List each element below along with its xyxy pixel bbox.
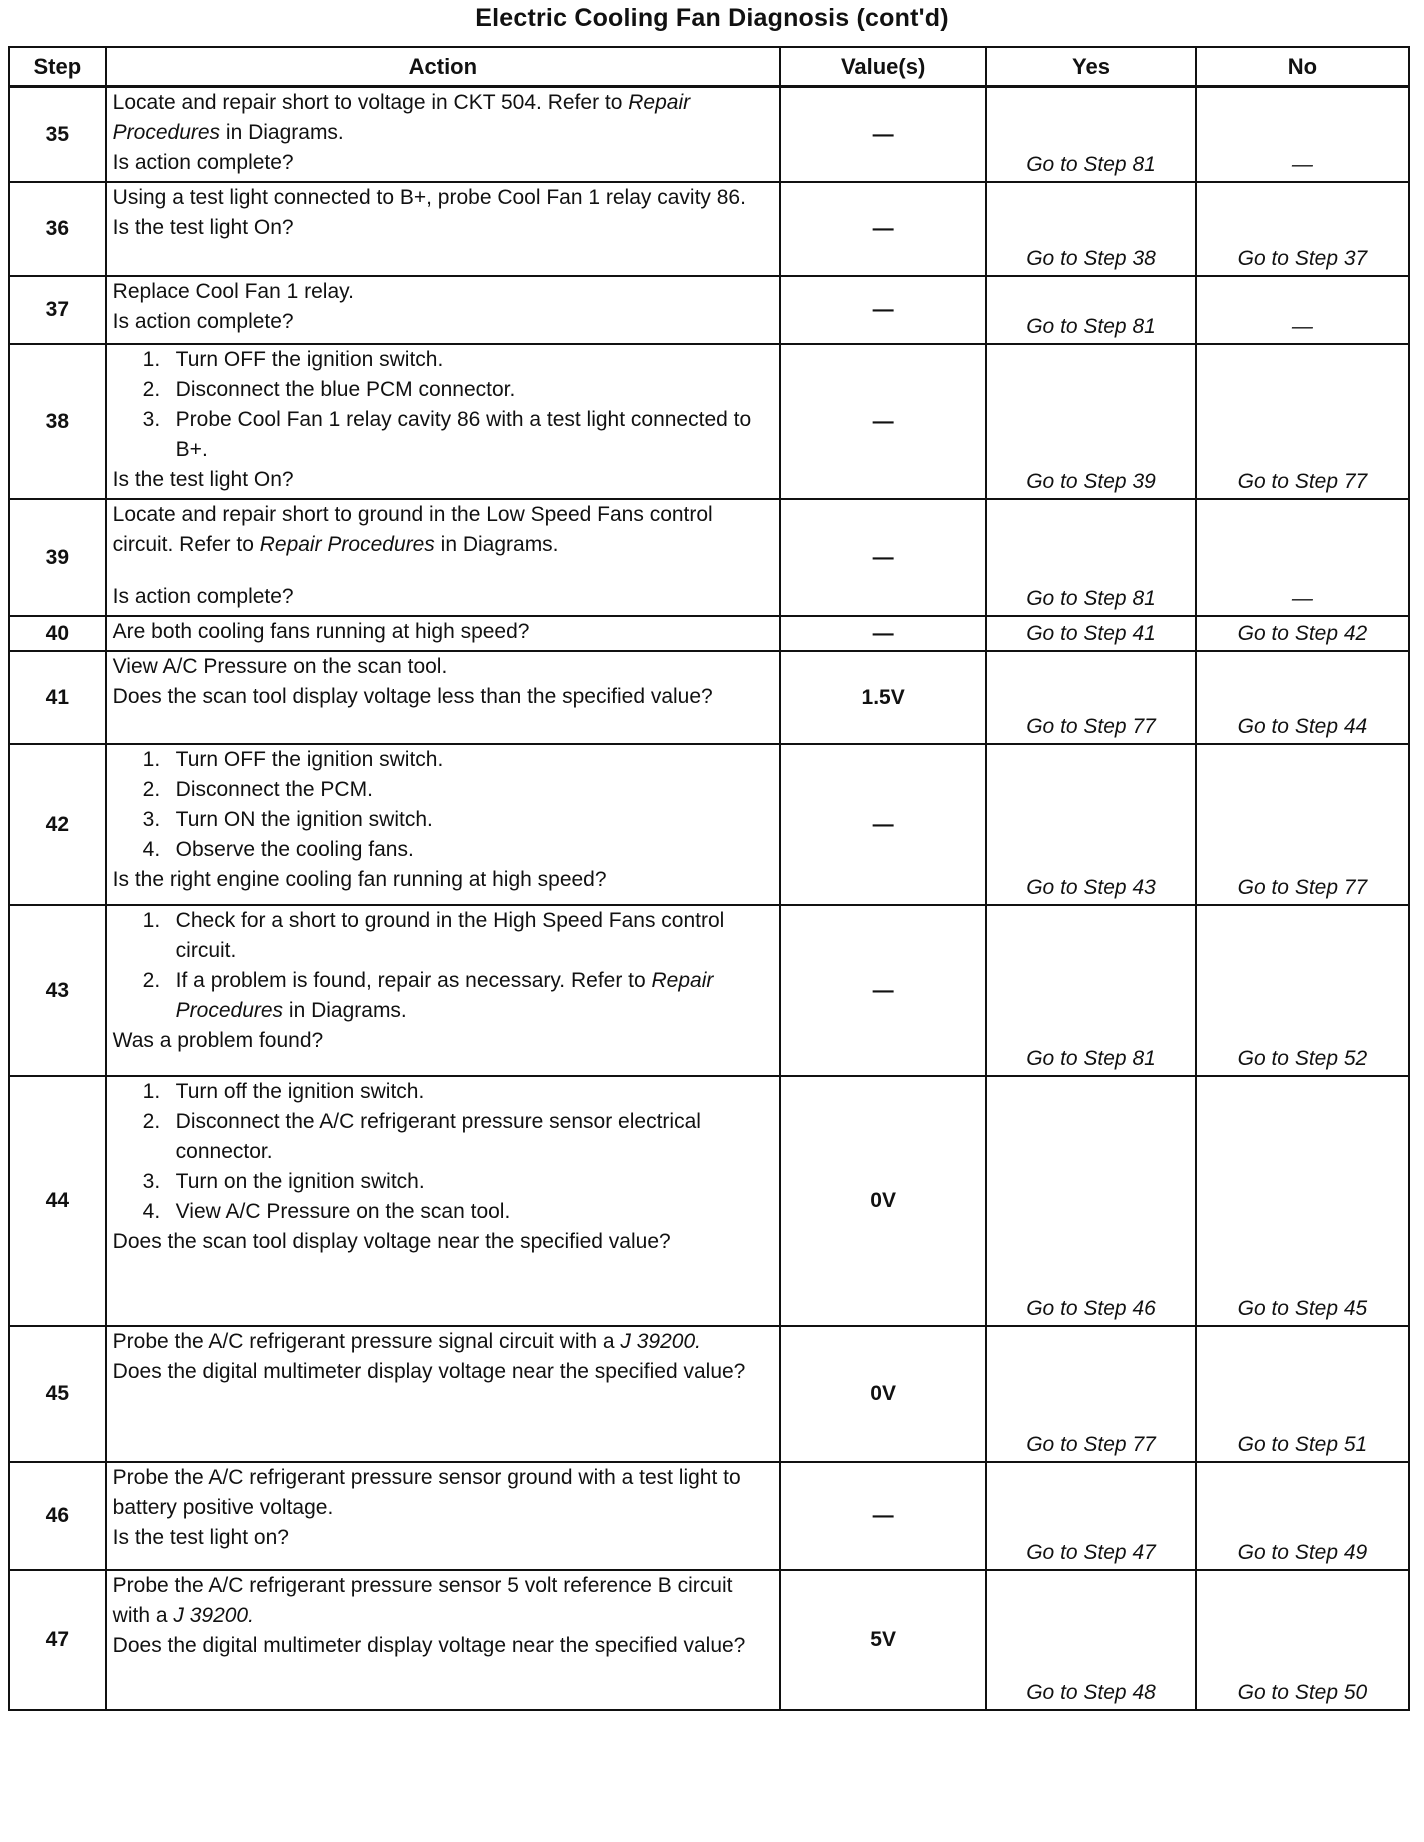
reference-link: Repair Procedures <box>112 91 691 144</box>
action-cell <box>106 276 780 344</box>
action-text: Using a test light connected to B+, probe Cool Fan 1 relay cavity 86. <box>112 186 746 209</box>
reference-link: J 39200. <box>173 1604 254 1627</box>
list-item: 1. Check for a short to ground in the High Speed Fans control circuit. <box>142 909 725 962</box>
action-question: Does the scan tool display voltage near the specified value? <box>112 1230 671 1253</box>
yes-cell: Go to Step 81 <box>986 499 1196 616</box>
action-text: Locate and repair short to ground in the Low Speed Fans control circuit. Refer to Repair Procedures in Diagrams. <box>112 503 713 556</box>
value-cell: — <box>780 344 986 499</box>
header-action: Action <box>106 47 780 87</box>
action-question: Is the test light On? <box>112 216 294 239</box>
list-item: 4. View A/C Pressure on the scan tool. <box>142 1200 511 1223</box>
header-step: Step <box>9 47 106 87</box>
no-cell: Go to Step 49 <box>1196 1462 1409 1570</box>
action-cell <box>106 616 780 651</box>
step-number: 46 <box>9 1462 106 1570</box>
list-item: 3. Turn on the ignition switch. <box>142 1170 425 1193</box>
no-cell: Go to Step 52 <box>1196 905 1409 1076</box>
no-cell: — <box>1196 499 1409 616</box>
yes-cell: Go to Step 77 <box>986 651 1196 744</box>
yes-cell: Go to Step 81 <box>986 87 1196 183</box>
action-text: Locate and repair short to voltage in CKT 504. Refer to Repair Procedures in Diagrams. <box>112 91 691 144</box>
action-cell <box>106 87 780 183</box>
action-list <box>113 906 773 1026</box>
step-number: 47 <box>9 1570 106 1710</box>
table-row <box>9 276 1409 344</box>
table-row <box>9 905 1409 1076</box>
action-question: Is action complete? <box>112 585 294 608</box>
table-row <box>9 744 1409 905</box>
step-number: 45 <box>9 1326 106 1462</box>
header-no: No <box>1196 47 1409 87</box>
action-cell <box>106 182 780 276</box>
table-row <box>9 344 1409 499</box>
value-cell: 1.5V <box>780 651 986 744</box>
action-text: Probe the A/C refrigerant pressure sensor 5 volt reference B circuit with a J 39200. <box>112 1574 733 1627</box>
no-cell: — <box>1196 87 1409 183</box>
no-cell: Go to Step 77 <box>1196 744 1409 905</box>
action-text: Probe the A/C refrigerant pressure sensor ground with a test light to battery positive voltage. <box>112 1466 741 1519</box>
table-row <box>9 1326 1409 1462</box>
step-number: 41 <box>9 651 106 744</box>
value-cell: — <box>780 744 986 905</box>
table-row <box>9 616 1409 651</box>
yes-cell: Go to Step 47 <box>986 1462 1196 1570</box>
action-question: Are both cooling fans running at high speed? <box>112 620 530 643</box>
reference-link: Repair Procedures <box>175 969 714 1022</box>
list-item: 2. Disconnect the blue PCM connector. <box>142 378 516 401</box>
action-question: Is the test light on? <box>112 1526 289 1549</box>
action-cell <box>106 905 780 1076</box>
action-cell <box>106 344 780 499</box>
action-question: Is the right engine cooling fan running at high speed? <box>112 868 607 891</box>
yes-cell: Go to Step 48 <box>986 1570 1196 1710</box>
value-cell: — <box>780 87 986 183</box>
action-cell <box>106 1326 780 1462</box>
table-row <box>9 499 1409 616</box>
action-cell <box>106 651 780 744</box>
reference-link: Repair Procedures <box>259 533 435 556</box>
list-item: 2. Disconnect the A/C refrigerant pressure sensor electrical connector. <box>142 1110 701 1163</box>
action-question: Is the test light On? <box>112 468 294 491</box>
action-question: Does the digital multimeter display voltage near the specified value? <box>112 1360 746 1383</box>
action-question: Is action complete? <box>112 151 294 174</box>
list-item: 1. Turn OFF the ignition switch. <box>142 348 444 371</box>
table-row <box>9 1462 1409 1570</box>
action-list <box>113 345 773 465</box>
value-cell: 0V <box>780 1326 986 1462</box>
yes-cell: Go to Step 77 <box>986 1326 1196 1462</box>
yes-cell: Go to Step 39 <box>986 344 1196 499</box>
value-cell: — <box>780 499 986 616</box>
step-number: 39 <box>9 499 106 616</box>
value-cell: 5V <box>780 1570 986 1710</box>
no-cell: Go to Step 45 <box>1196 1076 1409 1326</box>
yes-cell: Go to Step 43 <box>986 744 1196 905</box>
action-cell <box>106 744 780 905</box>
list-item: 2. Disconnect the PCM. <box>142 778 373 801</box>
step-number: 40 <box>9 616 106 651</box>
list-item: 4. Observe the cooling fans. <box>142 838 414 861</box>
step-number: 35 <box>9 87 106 183</box>
action-text: Probe the A/C refrigerant pressure signal circuit with a J 39200. <box>112 1330 701 1353</box>
list-item: 2. If a problem is found, repair as necessary. Refer to Repair Procedures in Diagrams. <box>142 969 714 1022</box>
yes-cell: Go to Step 81 <box>986 905 1196 1076</box>
no-cell: Go to Step 37 <box>1196 182 1409 276</box>
table-row <box>9 651 1409 744</box>
step-number: 44 <box>9 1076 106 1326</box>
header-yes: Yes <box>986 47 1196 87</box>
reference-link: J 39200. <box>620 1330 701 1353</box>
header-value: Value(s) <box>780 47 986 87</box>
list-item: 3. Probe Cool Fan 1 relay cavity 86 with a test light connected to B+. <box>142 408 752 461</box>
value-cell: — <box>780 1462 986 1570</box>
action-cell <box>106 499 780 616</box>
no-cell: Go to Step 42 <box>1196 616 1409 651</box>
value-cell: — <box>780 276 986 344</box>
no-cell: Go to Step 50 <box>1196 1570 1409 1710</box>
action-list <box>113 745 773 865</box>
page-title: Electric Cooling Fan Diagnosis (cont'd) <box>475 4 949 32</box>
action-question: Does the digital multimeter display voltage near the specified value? <box>112 1634 746 1657</box>
yes-cell: Go to Step 46 <box>986 1076 1196 1326</box>
action-cell <box>106 1462 780 1570</box>
no-cell: Go to Step 51 <box>1196 1326 1409 1462</box>
value-cell: — <box>780 905 986 1076</box>
step-number: 38 <box>9 344 106 499</box>
step-number: 36 <box>9 182 106 276</box>
action-list <box>113 1077 773 1227</box>
table-row <box>9 182 1409 276</box>
yes-cell: Go to Step 81 <box>986 276 1196 344</box>
header-row <box>9 47 1409 87</box>
action-cell <box>106 1076 780 1326</box>
action-text: View A/C Pressure on the scan tool. <box>112 655 448 678</box>
value-cell: — <box>780 616 986 651</box>
step-number: 43 <box>9 905 106 1076</box>
value-cell: — <box>780 182 986 276</box>
yes-cell: Go to Step 41 <box>986 616 1196 651</box>
diagnosis-table <box>8 46 1410 1711</box>
table-row <box>9 87 1409 183</box>
action-question: Does the scan tool display voltage less than the specified value? <box>112 685 713 708</box>
no-cell: Go to Step 44 <box>1196 651 1409 744</box>
table-row <box>9 1570 1409 1710</box>
yes-cell: Go to Step 38 <box>986 182 1196 276</box>
step-number: 37 <box>9 276 106 344</box>
action-question: Was a problem found? <box>112 1029 324 1052</box>
action-text: Replace Cool Fan 1 relay. <box>112 280 354 303</box>
value-cell: 0V <box>780 1076 986 1326</box>
no-cell: — <box>1196 276 1409 344</box>
table-row <box>9 1076 1409 1326</box>
list-item: 1. Turn off the ignition switch. <box>142 1080 425 1103</box>
action-question: Is action complete? <box>112 310 294 333</box>
list-item: 1. Turn OFF the ignition switch. <box>142 748 444 771</box>
list-item: 3. Turn ON the ignition switch. <box>142 808 433 831</box>
no-cell: Go to Step 77 <box>1196 344 1409 499</box>
step-number: 42 <box>9 744 106 905</box>
action-cell <box>106 1570 780 1710</box>
